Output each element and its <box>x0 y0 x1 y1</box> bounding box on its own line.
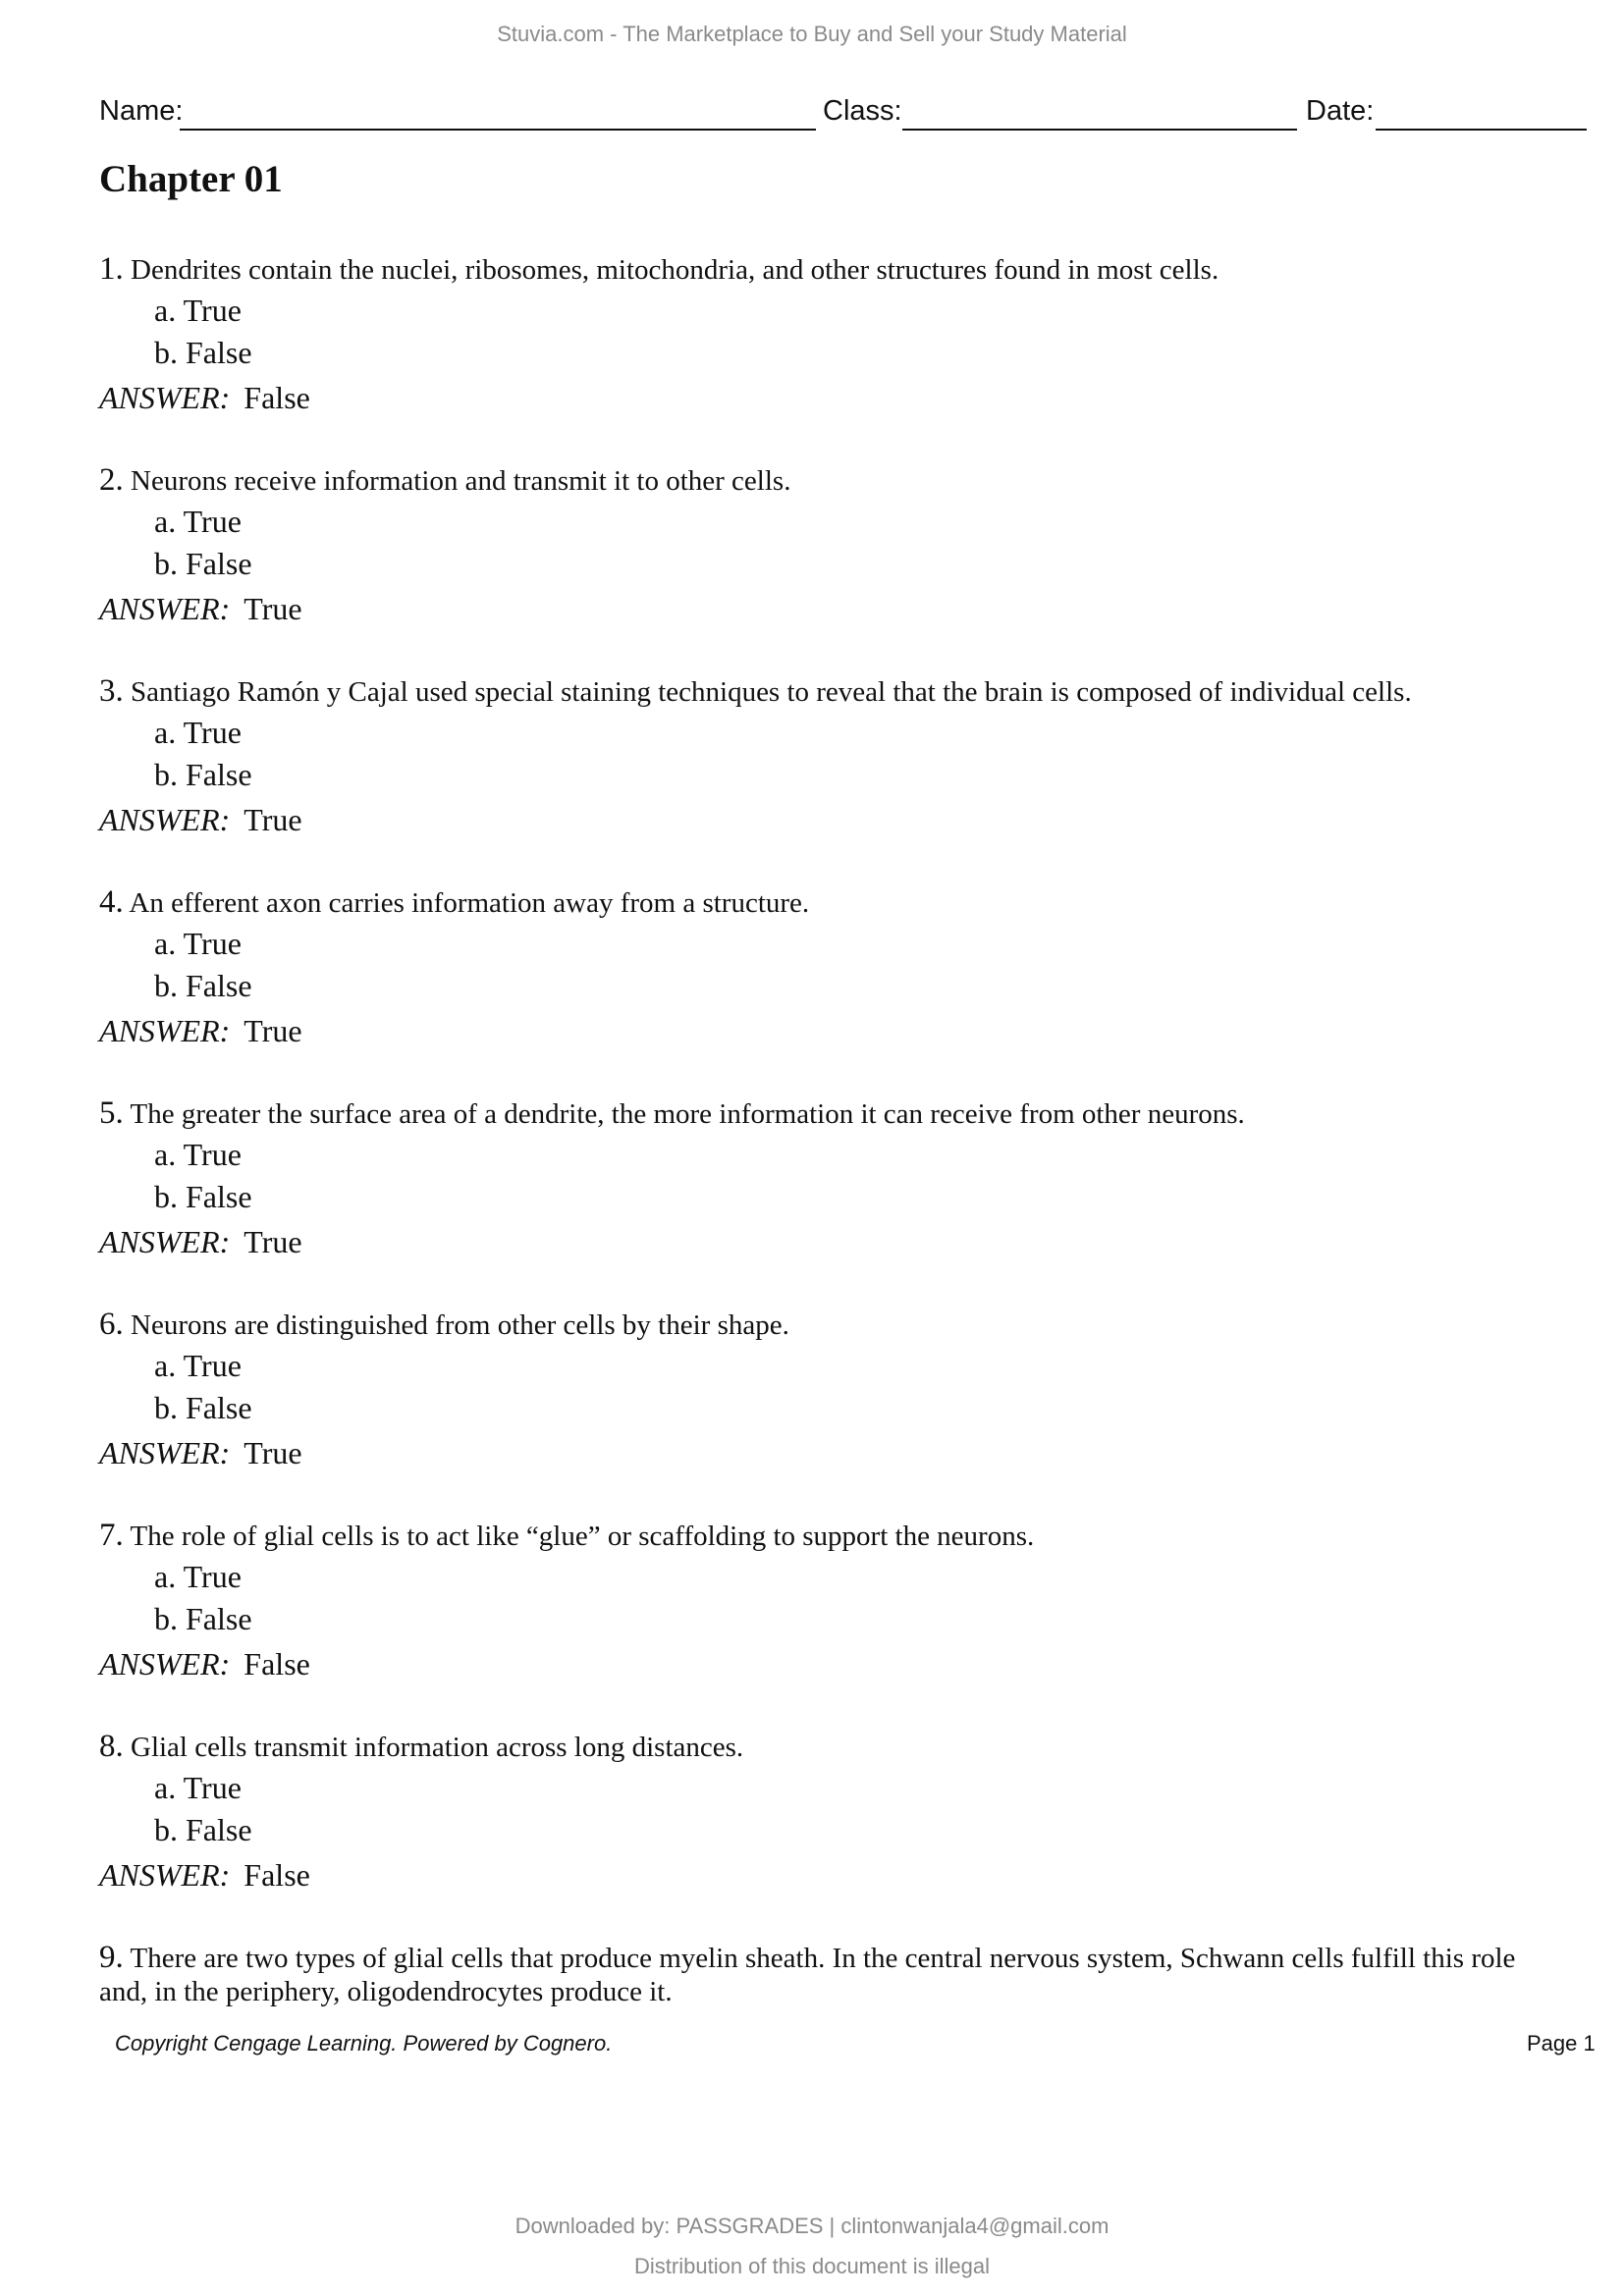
answer-label: ANSWER: <box>99 1435 231 1470</box>
distribution-notice: Distribution of this document is illegal <box>634 2254 990 2278</box>
answer-value: True <box>244 802 302 837</box>
option-a: a. True <box>154 504 242 539</box>
class-field[interactable] <box>902 129 1297 131</box>
question-item <box>99 1730 1552 1894</box>
question-number: 2. <box>99 462 124 498</box>
option-b: b. False <box>154 1390 252 1425</box>
answer-line <box>99 1223 1552 1260</box>
question-number: 4. <box>99 884 124 920</box>
question-stem <box>99 1308 1552 1342</box>
answer-line <box>99 801 1552 838</box>
option-b: b. False <box>154 968 252 1003</box>
question-text: The role of glial cells is to act like “glue” or scaffolding to support the neurons. <box>130 1521 1035 1552</box>
option-a: a. True <box>154 926 242 961</box>
question-number: 6. <box>99 1307 124 1342</box>
question-number: 3. <box>99 673 124 709</box>
question-number: 1. <box>99 251 124 287</box>
page-number: Page 1 <box>1527 2031 1596 2056</box>
answer-label: ANSWER: <box>99 1224 231 1259</box>
option-b: b. False <box>154 546 252 581</box>
option-a: a. True <box>154 715 242 750</box>
chapter-title: Chapter 01 <box>99 158 283 200</box>
student-info-header <box>99 95 1587 134</box>
answer-label: ANSWER: <box>99 1857 231 1893</box>
question-text: Dendrites contain the nuclei, ribosomes, mitochondria, and other structures found in most cells. <box>131 254 1219 286</box>
answer-line <box>99 1434 1552 1471</box>
date-field[interactable] <box>1376 129 1587 131</box>
option-b: b. False <box>154 1179 252 1214</box>
question-stem <box>99 252 1552 287</box>
question-number: 5. <box>99 1095 124 1131</box>
answer-label: ANSWER: <box>99 802 231 837</box>
copyright-footer: Copyright Cengage Learning. Powered by Cognero. <box>115 2031 613 2056</box>
question-number: 8. <box>99 1729 124 1764</box>
class-label: Class: <box>823 95 902 127</box>
option-a: a. True <box>154 293 242 328</box>
option-b: b. False <box>154 1812 252 1847</box>
answer-line <box>99 590 1552 627</box>
answer-value: True <box>244 1013 302 1048</box>
question-text: Glial cells transmit information across long distances. <box>131 1732 744 1763</box>
option-a: a. True <box>154 1137 242 1172</box>
answer-value: False <box>244 1646 310 1682</box>
question-stem <box>99 1096 1552 1131</box>
question-number: 7. <box>99 1518 124 1553</box>
name-field[interactable] <box>180 129 816 131</box>
question-stem <box>99 674 1552 709</box>
option-b: b. False <box>154 757 252 792</box>
date-label: Date: <box>1306 95 1375 127</box>
question-item <box>99 1096 1552 1260</box>
name-label: Name: <box>99 95 184 127</box>
question-stem <box>99 1941 1552 2008</box>
question-stem <box>99 1730 1552 1764</box>
question-text: There are two types of glial cells that produce myelin sheath. In the central nervous system, Schwann cells fulfill this role and, in the periphery, oligodendrocytes produce it. <box>99 1943 1516 2007</box>
option-b: b. False <box>154 1601 252 1636</box>
answer-value: False <box>244 1857 310 1893</box>
question-stem <box>99 463 1552 498</box>
question-stem <box>99 1519 1552 1553</box>
question-item <box>99 674 1552 838</box>
option-b: b. False <box>154 335 252 370</box>
question-item <box>99 885 1552 1049</box>
answer-line <box>99 1012 1552 1049</box>
question-item <box>99 1519 1552 1682</box>
question-text: Neurons receive information and transmit it to other cells. <box>131 465 791 497</box>
answer-label: ANSWER: <box>99 380 231 415</box>
answer-value: True <box>244 1224 302 1259</box>
answer-label: ANSWER: <box>99 1646 231 1682</box>
question-item <box>99 252 1552 416</box>
question-number: 9. <box>99 1940 124 1975</box>
question-stem <box>99 885 1552 920</box>
answer-value: False <box>244 380 310 415</box>
option-a: a. True <box>154 1348 242 1383</box>
option-a: a. True <box>154 1770 242 1805</box>
answer-value: True <box>244 591 302 626</box>
question-item <box>99 1941 1552 2008</box>
option-a: a. True <box>154 1559 242 1594</box>
question-text: Neurons are distinguished from other cells by their shape. <box>131 1309 789 1341</box>
answer-label: ANSWER: <box>99 1013 231 1048</box>
stuvia-watermark-top: Stuvia.com - The Marketplace to Buy and Sell your Study Material <box>497 22 1127 46</box>
question-item <box>99 1308 1552 1471</box>
answer-line <box>99 379 1552 416</box>
downloaded-by-watermark: Downloaded by: PASSGRADES | clintonwanjala4@gmail.com <box>514 2214 1110 2238</box>
question-text: An efferent axon carries information away from a structure. <box>129 887 810 919</box>
question-text: The greater the surface area of a dendrite, the more information it can receive from other neurons. <box>130 1098 1245 1130</box>
answer-value: True <box>244 1435 302 1470</box>
question-text: Santiago Ramón y Cajal used special staining techniques to reveal that the brain is composed of individual cells. <box>131 676 1412 708</box>
answer-line <box>99 1645 1552 1682</box>
question-item <box>99 463 1552 627</box>
answer-line <box>99 1856 1552 1894</box>
answer-label: ANSWER: <box>99 591 231 626</box>
